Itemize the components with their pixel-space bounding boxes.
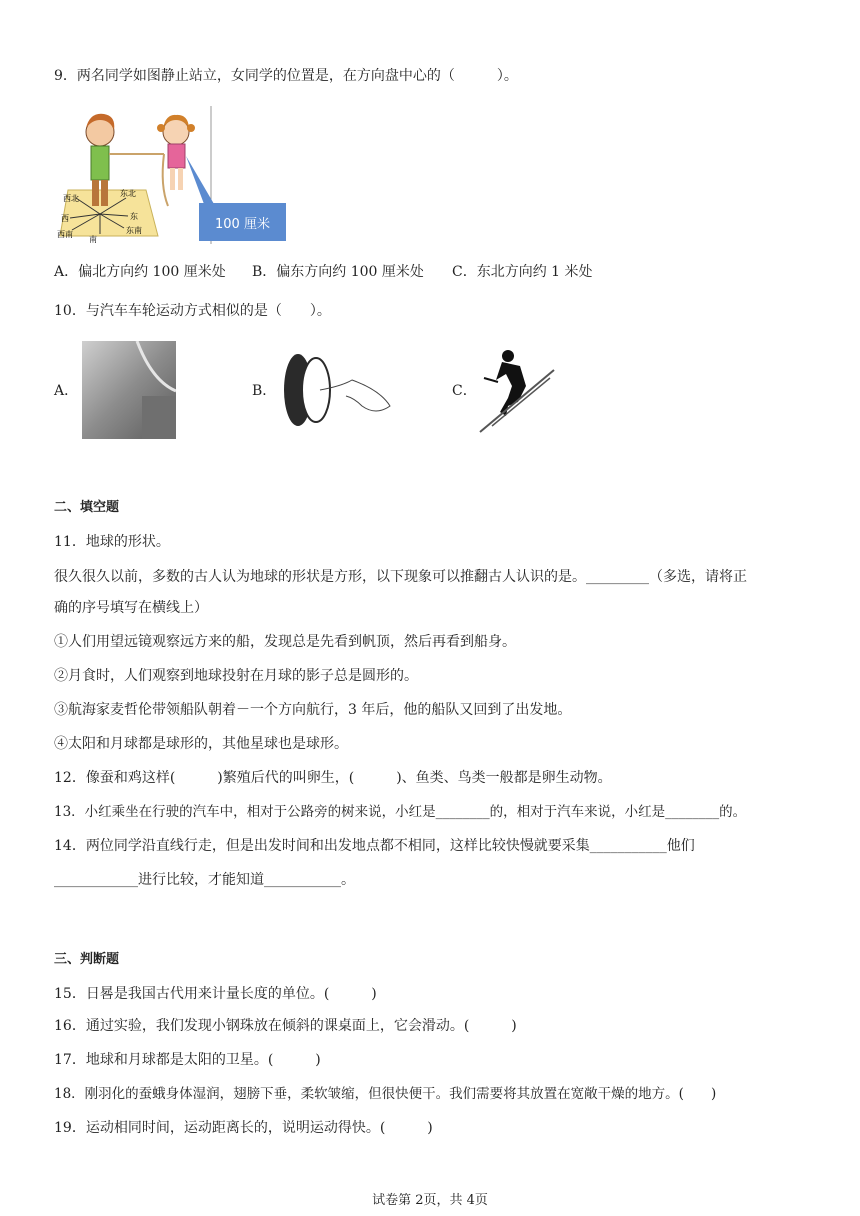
q13-text: 13．小红乘坐在行驶的汽车中，相对于公路旁的树来说，小红是________的，相对于汽车来说，小红是________的。 [54, 804, 747, 820]
q11-title: 11．地球的形状。 [54, 534, 170, 550]
compass-sw-label: 西南 [57, 230, 73, 239]
compass-w-label: 西 [61, 214, 69, 223]
distance-callout: 100 厘米 [199, 203, 286, 241]
q11-text-line2: 确的序号填写在横线上） [54, 600, 208, 616]
q10-option-b-label: B． [252, 383, 277, 399]
q9-option-a: A．偏北方向约 100 厘米处 [54, 264, 226, 280]
q19-text: 19．运动相同时间，运动距离长的，说明运动得快。( ) [54, 1120, 433, 1136]
q14-text-line1: 14．两位同学沿直线行走，但是出发时间和出发地点都不相同，这样比较快慢就要采集___________他们 [54, 838, 695, 854]
q10-option-b-image [280, 350, 398, 434]
q11-text-line1: 很久很久以前，多数的古人认为地球的形状是方形，以下现象可以推翻古人认识的是。_________（多选，请将正 [54, 569, 747, 585]
q14-text-line2: ____________进行比较，才能知道___________。 [54, 872, 355, 888]
q9-option-c: C．东北方向约 1 米处 [452, 264, 593, 280]
q15-text: 15．日晷是我国古代用来计量长度的单位。( ) [54, 986, 377, 1002]
q10-stem: 10．与汽车车轮运动方式相似的是（ ）。 [54, 303, 331, 319]
q11-item-1: ①人们用望远镜观察远方来的船，发现总是先看到帆顶，然后再看到船身。 [54, 634, 516, 650]
q11-item-2: ②月食时，人们观察到地球投射在月球的影子总是圆形的。 [54, 668, 418, 684]
compass-ne-label: 东北 [120, 189, 136, 198]
q12-text: 12．像蚕和鸡这样( )繁殖后代的叫卵生，( )、鱼类、鸟类一般都是卵生动物。 [54, 770, 612, 786]
q10-option-a-label: A． [54, 383, 79, 399]
q10-option-a-image [82, 341, 176, 443]
section2-title: 二、填空题 [54, 500, 120, 515]
girl-illustration [157, 115, 195, 206]
section3-title: 三、判断题 [54, 952, 120, 967]
q16-text: 16．通过实验，我们发现小钢珠放在倾斜的课桌面上，它会滑动。( ) [54, 1018, 517, 1034]
compass-se-label: 东南 [126, 226, 142, 235]
q10-option-c-label: C． [452, 383, 477, 399]
q10-option-c-image [478, 346, 558, 438]
q18-text: 18．刚羽化的蚕蛾身体湿润，翅膀下垂，柔软皱缩，但很快便干。我们需要将其放置在宽敞干燥的地方。( ) [54, 1086, 717, 1102]
q11-item-4: ④太阳和月球都是球形的，其他星球也是球形。 [54, 736, 348, 752]
q11-item-3: ③航海家麦哲伦带领船队朝着－一个方向航行，3 年后，他的船队又回到了出发地。 [54, 702, 572, 718]
q17-text: 17．地球和月球都是太阳的卫星。( ) [54, 1052, 321, 1068]
compass-e-label: 东 [130, 212, 138, 221]
compass-s-label: 南 [89, 235, 97, 244]
compass-nw-label: 西北 [63, 194, 79, 203]
page-footer: 试卷第 2页，共 4页 [372, 1193, 488, 1208]
q9-stem: 9．两名同学如图静止站立，女同学的位置是，在方向盘中心的（ ）。 [54, 68, 518, 84]
q9-option-b: B．偏东方向约 100 厘米处 [252, 264, 424, 280]
